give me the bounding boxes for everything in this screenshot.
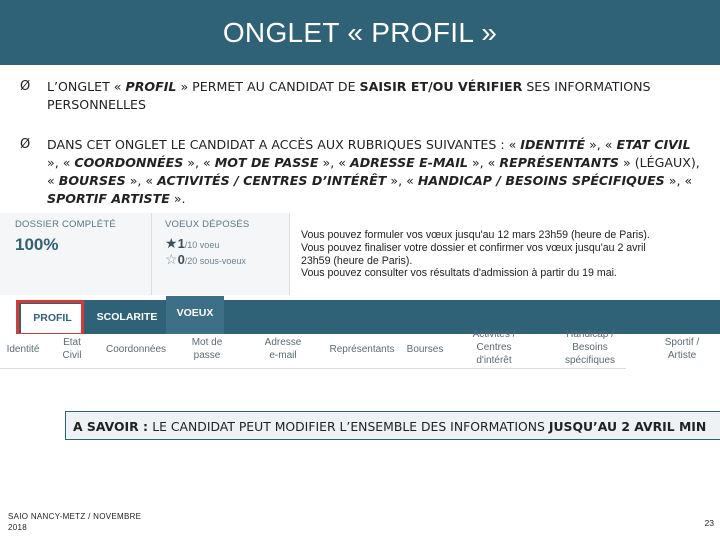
subnav-label: Besoins <box>572 342 608 353</box>
bullet-text: L’ONGLET « PROFIL » PERMET AU CANDIDAT DE SAISIR ET/OU VÉRIFIER SES INFORMATIONS PERSONNELLES <box>47 79 651 112</box>
footer-line: 2018 <box>8 523 27 532</box>
subnav-adresse-email[interactable] <box>260 336 306 362</box>
subnav-activites[interactable] <box>466 328 522 367</box>
bullet-text: DANS CET ONGLET LE CANDIDAT A ACCÈS AUX RUBRIQUES SUIVANTES : « IDENTITÉ », « ETAT CIVIL », « COORDONNÉES », « MOT DE PASSE », « ADRESSE E-MAIL », « REPRÉSENTANTS » (LÉGAUX), « BOURSES », « ACTIVITÉS / CENTRES D’INTÉRÊT », « HANDICAP / BESOINS SPÉCIFIQUES », « SPORTIF ARTISTE ». <box>47 137 700 206</box>
bullet-profil-purpose <box>20 78 700 114</box>
star-filled-icon: ★ <box>165 235 178 251</box>
notice-box <box>65 411 720 440</box>
profil-subnav <box>0 329 720 370</box>
voeu-count-suffix: /10 voeu <box>184 240 220 250</box>
sous-voeu-count-suffix: /20 sous-voeux <box>184 256 246 266</box>
tab-voeux[interactable]: VOEUX <box>166 296 224 334</box>
info-line: 23h59 (heure de Paris). <box>301 254 413 267</box>
notice-text: A SAVOIR : LE CANDIDAT PEUT MODIFIER L’ENSEMBLE DES INFORMATIONS JUSQU’AU 2 AVRIL MIN <box>73 419 707 434</box>
subnav-coordonnees[interactable]: Coordonnées <box>105 344 167 355</box>
subnav-label: d'intérêt <box>476 355 512 366</box>
deadline-info <box>301 229 701 280</box>
subnav-divider <box>0 368 626 369</box>
voeu-count-line <box>165 235 219 252</box>
tab-profil[interactable]: PROFIL <box>21 304 84 334</box>
subnav-handicap[interactable] <box>558 328 622 367</box>
subnav-label: e-mail <box>269 350 297 361</box>
subnav-label: Etat <box>63 337 81 348</box>
slide-title: ONGLET « PROFIL » <box>222 17 498 48</box>
sous-voeu-count-line <box>165 251 246 268</box>
dossier-complete-value: 100% <box>15 235 59 254</box>
subnav-label: spécifiques <box>564 355 616 366</box>
subnav-label: Artiste <box>667 350 697 361</box>
info-line: Vous pouvez consulter vos résultats d'admission à partir du 19 mai. <box>301 267 617 280</box>
subnav-label: Sportif / <box>664 337 700 348</box>
subnav-label: Adresse <box>264 337 302 348</box>
bullet-profil-sections <box>20 136 700 208</box>
subnav-sportif-artiste[interactable] <box>656 336 708 362</box>
subnav-representants[interactable]: Représentants <box>329 344 395 355</box>
subnav-bourses[interactable]: Bourses <box>406 344 444 355</box>
dossier-complete-cell <box>0 213 152 295</box>
dossier-summary-panel <box>0 213 720 295</box>
footer-line: SAIO NANCY-METZ / NOVEMBRE <box>8 512 142 521</box>
voeux-deposes-label: VOEUX DÉPOSÉS <box>165 219 250 230</box>
subnav-label: Mot de <box>191 337 223 348</box>
sous-voeu-count: 0 <box>177 252 185 267</box>
bullet-arrow-icon: Ø <box>20 137 31 152</box>
subnav-etat-civil[interactable] <box>56 336 88 362</box>
footer-source <box>8 511 168 533</box>
subnav-label: Centres <box>476 342 512 353</box>
star-outline-icon: ☆ <box>165 251 178 267</box>
profil-tab-highlight <box>16 300 84 336</box>
voeu-count: 1 <box>177 236 185 251</box>
subnav-label: Civil <box>62 350 82 361</box>
page-number: 23 <box>704 518 714 528</box>
info-line: Vous pouvez finaliser votre dossier et confirmer vos vœux jusqu'au 2 avril <box>301 241 646 254</box>
subnav-identite[interactable]: Identité <box>6 344 40 355</box>
tab-scolarite[interactable]: SCOLARITE <box>96 311 158 323</box>
bullet-arrow-icon: Ø <box>20 79 31 94</box>
subnav-label: Activités / <box>472 329 516 340</box>
subnav-label: passe <box>193 350 221 361</box>
subnav-mot-de-passe[interactable] <box>186 336 228 362</box>
info-line: Vous pouvez formuler vos vœux jusqu'au 12 mars 23h59 (heure de Paris). <box>301 229 650 241</box>
dossier-complete-label: DOSSIER COMPLÉTÉ <box>15 219 116 230</box>
subnav-label: Handicap / <box>566 329 614 340</box>
slide-title-bar <box>0 0 720 65</box>
